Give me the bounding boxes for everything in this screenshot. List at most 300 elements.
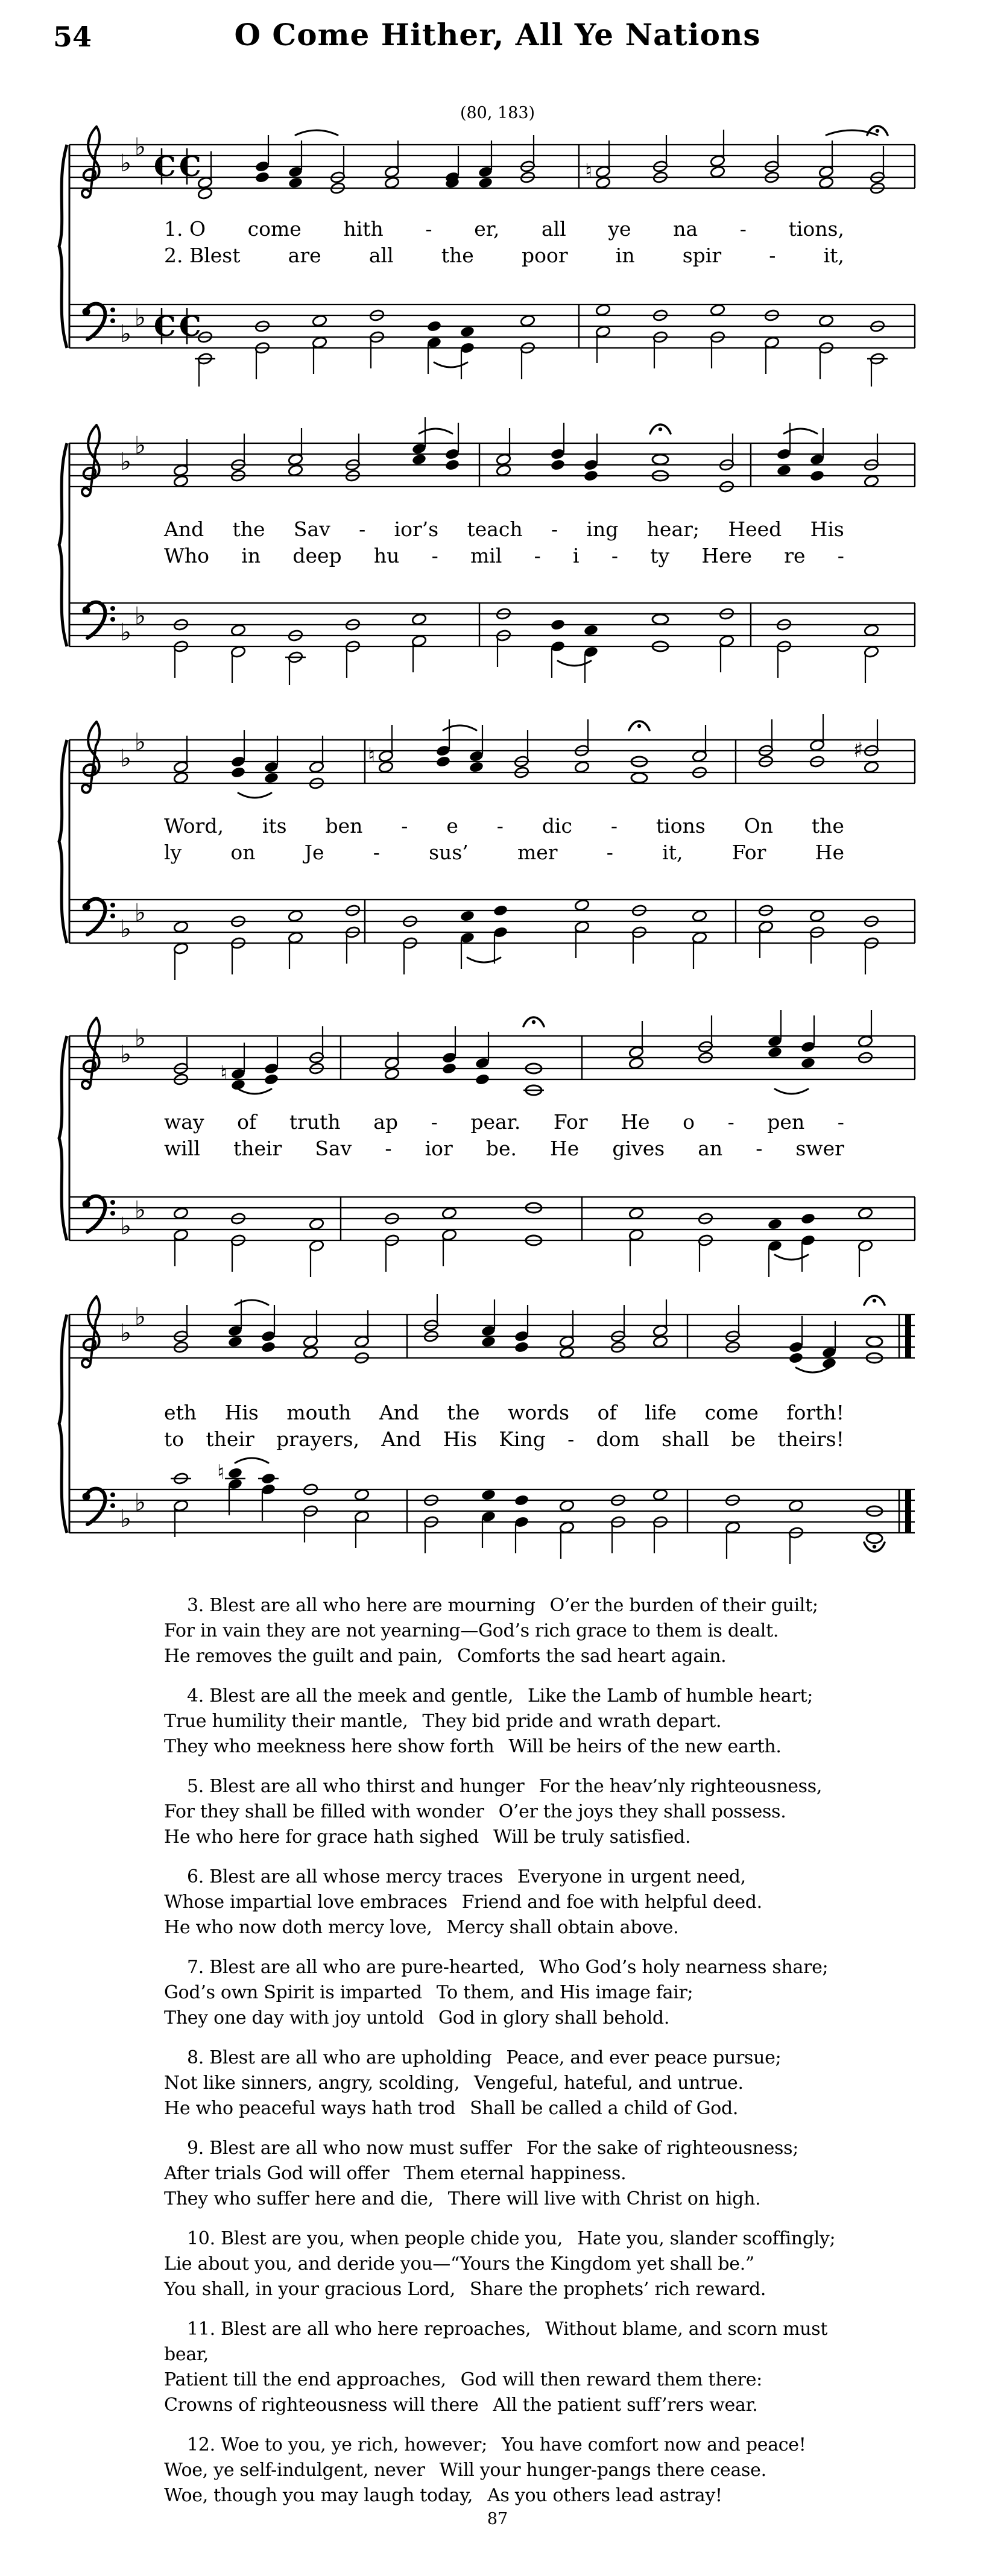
notehead: [261, 1472, 276, 1485]
lyric-syllable: of: [597, 1401, 617, 1424]
notehead: [583, 623, 599, 636]
slur: [443, 725, 476, 730]
lyric-syllable: -: [756, 1137, 763, 1160]
lyric-syllable: ior: [425, 1137, 453, 1160]
verse-line: He who here for grace hath sighed Will be truly satisfied.: [164, 1826, 691, 1848]
final-barline: [905, 1315, 911, 1358]
notehead: [767, 1046, 783, 1058]
bass-clef-icon: [86, 304, 105, 339]
lyric-syllable: all: [368, 244, 394, 267]
verse-line: 3. Blest are all who here are mourning O’er the burden of their guilt;: [187, 1595, 818, 1616]
verse-line: God’s own Spirit is imparted To them, and His image fair;: [164, 1982, 693, 2003]
lyric-syllable: His: [810, 517, 844, 541]
lyric-syllable: re: [784, 544, 806, 567]
notehead: [173, 771, 189, 784]
notehead: [227, 1466, 243, 1479]
verse-line: For in vain they are not yearning—God’s rich grace to them is dealt.: [164, 1620, 779, 1641]
notehead: [261, 1340, 276, 1353]
lyric-syllable: Heed: [728, 517, 782, 541]
lyric-syllable: tions: [655, 814, 706, 838]
treble-clef-icon: [84, 127, 100, 180]
lyric-syllable: 2. Blest: [164, 244, 241, 267]
lyric-row-line2: [164, 1427, 844, 1451]
lyric-syllable: -: [385, 1137, 392, 1160]
slur: [235, 1300, 268, 1305]
lyric-row-line1: [164, 1110, 844, 1134]
flat-sign-icon: ♭: [120, 1213, 131, 1240]
system-brace-icon: [59, 740, 67, 943]
notehead: [264, 771, 279, 784]
verse-line: Lie about you, and deride you—“Yours the Kingdom yet shall be.”: [164, 2253, 754, 2275]
verse-line: He removes the guilt and pain, Comforts the sad heart again.: [164, 1646, 727, 1667]
notehead: [809, 469, 825, 482]
bass-clef-icon: [110, 1492, 115, 1497]
flat-sign-icon: ♭: [134, 899, 146, 927]
bass-clef-icon: [110, 914, 115, 918]
fermata-icon: [532, 1020, 535, 1024]
music-system: [57, 98, 921, 387]
notehead: [574, 898, 590, 911]
verse: [164, 1864, 876, 1940]
fermata-icon: [876, 129, 879, 133]
music-system: [57, 989, 921, 1279]
notehead: [628, 1207, 644, 1219]
verse-line: Not like sinners, angry, scolding, Vengeful, hateful, and untrue.: [164, 2072, 744, 2094]
lyric-syllable: -: [727, 1110, 734, 1134]
verse-line: They one day with joy untold God in glory shall behold.: [164, 2007, 670, 2028]
lyric-syllable: -: [425, 217, 432, 241]
sharp-sign-icon: ♯: [853, 738, 864, 762]
natural-sign-icon: ♮: [217, 1460, 225, 1485]
notehead: [264, 1073, 279, 1085]
notehead: [354, 1488, 370, 1501]
time-signature: C: [179, 310, 201, 343]
notehead: [864, 475, 879, 487]
flat-sign-icon: ♭: [134, 304, 146, 332]
lyric-syllable: forth!: [786, 1401, 844, 1424]
final-barline: [905, 1489, 911, 1533]
lyric-syllable: ior’s: [394, 517, 439, 541]
verse-line: 4. Blest are all the meek and gentle, Like the Lamb of humble heart;: [187, 1685, 813, 1706]
lyric-syllable: dom: [596, 1427, 640, 1451]
flat-sign-icon: ♭: [120, 1505, 131, 1533]
lyric-syllable: For: [731, 841, 766, 864]
notehead: [574, 760, 590, 773]
lyric-syllable: -: [431, 1110, 438, 1134]
treble-clef-icon: [84, 722, 100, 775]
verse-line: Patient till the end approaches, God will then reward them there:: [164, 2369, 762, 2390]
notehead: [550, 458, 566, 471]
notehead: [864, 623, 879, 636]
slur: [238, 1089, 271, 1094]
lyric-syllable: 1. O: [164, 217, 206, 241]
notehead: [550, 618, 566, 631]
notehead: [481, 1488, 496, 1501]
verse-line: 12. Woe to you, ye rich, however; You have comfort now and peace!: [187, 2434, 806, 2455]
time-signature: C: [154, 310, 176, 343]
lyric-syllable: truth: [289, 1110, 341, 1134]
verse: [164, 2226, 876, 2302]
notehead: [520, 314, 535, 327]
slur: [775, 1089, 808, 1094]
time-signature: C: [179, 150, 201, 183]
bass-clef-icon: [110, 1503, 115, 1508]
verse-line: True humility their mantle, They bid pride and wrath depart.: [164, 1711, 722, 1732]
lyric-row-line1: [164, 1401, 844, 1424]
lyric-syllable: i: [573, 544, 580, 567]
notehead: [858, 1207, 873, 1219]
verse: [164, 1955, 876, 2031]
notehead: [460, 909, 475, 922]
lyric-syllable: all: [541, 217, 566, 241]
system-brace-icon: [59, 1036, 67, 1240]
verse-line: They who suffer here and die, There will live with Christ on high.: [164, 2188, 761, 2209]
verse-line: After trials God will offer Them eternal happiness.: [164, 2163, 627, 2184]
lyric-syllable: mil: [470, 544, 502, 567]
lyric-syllable: e: [446, 814, 458, 838]
lyric-syllable: the: [447, 1401, 480, 1424]
lyric-syllable: -: [551, 517, 558, 541]
verse-line: Whose impartial love embraces Friend and foe with helpful deed.: [164, 1892, 762, 1913]
lyric-syllable: theirs!: [777, 1427, 844, 1451]
lyric-syllable: their: [233, 1137, 282, 1160]
lyric-syllable: -: [606, 841, 613, 864]
lyric-syllable: an: [698, 1137, 723, 1160]
notehead: [767, 1217, 783, 1230]
verse-line: 9. Blest are all who now must suffer For the sake of righteousness;: [187, 2138, 799, 2159]
slur: [434, 362, 467, 367]
lyric-row-line1: [164, 217, 844, 241]
treble-clef-icon: [84, 1018, 100, 1072]
notehead: [595, 303, 611, 316]
lyric-syllable: in: [615, 244, 635, 267]
lyric-syllable: o: [683, 1110, 695, 1134]
notehead: [628, 1056, 644, 1069]
bass-clef-icon: [110, 308, 115, 312]
lyric-syllable: On: [744, 814, 773, 838]
lyric-syllable: its: [262, 814, 287, 838]
lyric-syllable: -: [769, 244, 776, 267]
fermata-icon: [659, 428, 662, 431]
lyric-syllable: mouth: [286, 1401, 352, 1424]
verses-block: [164, 1593, 876, 2523]
bass-clef-icon: [110, 903, 115, 908]
verse-line: 8. Blest are all who are upholding Peace, and ever peace pursue;: [187, 2047, 782, 2068]
notehead: [583, 469, 599, 482]
lyric-syllable: ap: [373, 1110, 399, 1134]
slur: [295, 130, 338, 135]
lyric-syllable: Sav: [315, 1137, 352, 1160]
lyric-row-line2: [164, 244, 844, 267]
lyric-syllable: For: [553, 1110, 588, 1134]
treble-clef-icon: [84, 425, 100, 479]
bass-clef-icon: [86, 1489, 105, 1524]
footer-page-number: 87: [487, 2510, 508, 2528]
lyric-row-line2: [164, 1137, 844, 1160]
notehead: [478, 176, 493, 189]
flat-sign-icon: ♭: [120, 1041, 131, 1069]
lyric-syllable: to: [164, 1427, 185, 1451]
notehead: [493, 904, 508, 917]
notehead: [288, 464, 303, 476]
bass-clef-icon: [110, 318, 115, 323]
lyric-syllable: on: [230, 841, 256, 864]
lyric-row-line2: [164, 841, 844, 864]
notehead: [514, 1340, 529, 1353]
system-brace-icon: [59, 1315, 67, 1533]
lyric-syllable: it,: [823, 244, 844, 267]
notehead: [230, 766, 246, 778]
notehead: [481, 1335, 496, 1348]
verse-line: 10. Blest are you, when people chide you, Hate you, slander scoffingly;: [187, 2228, 836, 2249]
lyric-syllable: -: [431, 544, 438, 567]
verse-line: Woe, though you may laugh today, As you others lead astray!: [164, 2485, 722, 2506]
lyric-syllable: will: [164, 1137, 200, 1160]
lyric-syllable: the: [811, 814, 844, 838]
notehead: [514, 1494, 529, 1506]
notehead: [818, 314, 834, 327]
flat-sign-icon: ♭: [120, 915, 131, 943]
lyric-syllable: of: [237, 1110, 257, 1134]
verse: [164, 1593, 876, 1669]
lyric-syllable: the: [441, 244, 474, 267]
flat-sign-icon: ♭: [134, 602, 146, 630]
notehead: [173, 1207, 189, 1219]
lyric-syllable: ing: [586, 517, 619, 541]
lyric-syllable: -: [359, 517, 366, 541]
lyric-syllable: He: [550, 1137, 580, 1160]
notehead: [692, 909, 707, 922]
notehead: [173, 475, 189, 487]
notehead: [652, 614, 668, 624]
lyric-syllable: swer: [795, 1137, 844, 1160]
lyric-syllable: -: [837, 544, 844, 567]
notehead: [460, 325, 475, 338]
lyric-syllable: in: [241, 544, 261, 567]
lyric-syllable: ty: [650, 544, 670, 567]
notehead: [788, 1351, 804, 1364]
notehead: [652, 1488, 668, 1501]
notehead: [809, 909, 825, 922]
notehead: [411, 613, 427, 625]
verse-line: You shall, in your gracious Lord, Share the prophets’ rich reward.: [164, 2279, 766, 2300]
notehead: [710, 165, 725, 178]
lyric-syllable: -: [534, 544, 541, 567]
lyric-syllable: ly: [164, 841, 182, 864]
page-title: O Come Hither, All Ye Nations: [234, 17, 761, 52]
verse-line: Crowns of righteousness will there All the patient suff’rers wear.: [164, 2394, 758, 2416]
lyric-syllable: life: [645, 1401, 677, 1424]
lyric-syllable: deep: [292, 544, 342, 567]
lyric-syllable: tions,: [788, 217, 844, 241]
natural-sign-icon: ♮: [368, 743, 376, 768]
lyric-syllable: are: [288, 244, 321, 267]
verse: [164, 1684, 876, 1760]
notehead: [475, 1073, 490, 1085]
notehead: [288, 176, 303, 189]
notehead: [652, 455, 668, 464]
lyric-syllable: eth: [164, 1401, 197, 1424]
natural-sign-icon: ♮: [220, 1061, 228, 1085]
slur: [235, 1458, 268, 1463]
flat-sign-icon: ♭: [120, 745, 131, 772]
notehead: [776, 464, 792, 476]
flat-sign-icon: ♭: [134, 1489, 146, 1517]
lyric-syllable: He: [815, 841, 844, 864]
lyric-syllable: hu: [373, 544, 400, 567]
notehead: [800, 1212, 816, 1225]
lyric-syllable: the: [232, 517, 265, 541]
verse: [164, 1774, 876, 1850]
notehead: [864, 760, 879, 773]
lyric-syllable: -: [611, 544, 618, 567]
lyric-row-line1: [164, 517, 844, 541]
fermata-icon: [637, 724, 641, 728]
verse-line: 7. Blest are all who are pure-hearted, Who God’s holy nearness share;: [187, 1957, 829, 1978]
lyric-syllable: hear;: [646, 517, 700, 541]
lyric-syllable: be.: [485, 1137, 517, 1160]
lyric-syllable: sus’: [429, 841, 469, 864]
lyric-syllable: spir: [682, 244, 722, 267]
notehead: [435, 755, 451, 768]
lyric-syllable: teach: [467, 517, 523, 541]
notehead: [384, 176, 400, 189]
lyric-syllable: their: [206, 1427, 254, 1451]
flat-sign-icon: ♭: [134, 728, 146, 756]
notehead: [411, 453, 427, 466]
flat-sign-icon: ♭: [120, 320, 131, 348]
flat-sign-icon: ♭: [134, 133, 146, 161]
slur: [796, 1368, 829, 1372]
verse-line: They who meekness here show forth Will be heirs of the new earth.: [164, 1736, 782, 1757]
verse-line: He who peaceful ways hath trod Shall be called a child of God.: [164, 2098, 739, 2119]
lyric-syllable: His: [443, 1427, 478, 1451]
lyric-syllable: mer: [517, 841, 558, 864]
lyric-syllable: Je: [304, 841, 324, 864]
lyric-syllable: come: [247, 217, 302, 241]
flat-sign-icon: ♭: [134, 1024, 146, 1052]
lyric-row-line2: [164, 544, 844, 567]
notehead: [441, 1207, 457, 1219]
fermata-icon: [873, 1545, 876, 1548]
notehead: [710, 303, 725, 316]
notehead: [631, 773, 647, 783]
notehead: [197, 187, 213, 200]
verse-line: Woe, ye self-indulgent, never Will your hunger-pangs there cease.: [164, 2460, 766, 2481]
lyric-syllable: it,: [662, 841, 683, 864]
flat-sign-icon: ♭: [120, 619, 131, 646]
notehead: [788, 1499, 804, 1512]
notehead: [312, 314, 327, 327]
lyric-syllable: be: [731, 1427, 756, 1451]
lyric-syllable: ye: [608, 217, 631, 241]
lyric-syllable: pen: [767, 1110, 805, 1134]
lyric-syllable: dic: [542, 814, 572, 838]
lyric-syllable: words: [508, 1401, 570, 1424]
lyric-syllable: way: [164, 1110, 204, 1134]
bass-clef-icon: [110, 1200, 115, 1205]
notehead: [378, 760, 394, 773]
notehead: [288, 909, 303, 922]
lyric-syllable: come: [704, 1401, 759, 1424]
bass-clef-icon: [86, 899, 105, 935]
lyric-row-line1: [164, 814, 844, 838]
lyric-syllable: poor: [521, 244, 568, 267]
slur: [775, 1255, 808, 1260]
verse-line: 6. Blest are all whose mercy traces Everyone in urgent need,: [187, 1866, 746, 1887]
notehead: [303, 1346, 318, 1359]
lyric-syllable: -: [837, 1110, 844, 1134]
fermata-icon: [873, 1299, 876, 1302]
notehead: [426, 320, 442, 332]
slur: [558, 661, 591, 666]
lyric-syllable: And: [379, 1401, 420, 1424]
flat-sign-icon: ♭: [134, 432, 146, 459]
verse: [164, 2317, 876, 2418]
lyric-syllable: Sav: [293, 517, 330, 541]
lyric-syllable: -: [401, 814, 408, 838]
flat-sign-icon: ♭: [120, 448, 131, 476]
notehead: [559, 1499, 575, 1512]
flat-sign-icon: ♭: [134, 1303, 146, 1331]
lyric-syllable: -: [567, 1427, 575, 1451]
lyric-syllable: -: [373, 841, 380, 864]
verse: [164, 2045, 876, 2121]
verse: [164, 2432, 876, 2508]
lyric-syllable: prayers,: [276, 1427, 359, 1451]
slur: [238, 793, 271, 798]
lyric-syllable: His: [224, 1401, 259, 1424]
system-brace-icon: [59, 145, 67, 348]
notehead: [559, 1346, 575, 1359]
lyric-syllable: pear.: [470, 1110, 521, 1134]
verse-line: For they shall be filled with wonder O’er the joys they shall possess.: [164, 1801, 786, 1822]
lyric-syllable: He: [621, 1110, 650, 1134]
flat-sign-icon: ♭: [120, 1319, 131, 1347]
flat-sign-icon: ♭: [120, 150, 131, 177]
lyric-syllable: -: [496, 814, 504, 838]
bass-clef-icon: [86, 602, 105, 638]
notehead: [227, 1335, 243, 1348]
verse-line: He who now doth mercy love, Mercy shall obtain above.: [164, 1917, 679, 1938]
notehead: [384, 1067, 400, 1080]
slur: [419, 429, 452, 434]
tune-reference: (80, 183): [460, 104, 535, 122]
notehead: [441, 1062, 457, 1075]
notehead: [867, 1337, 882, 1346]
lyric-syllable: And: [164, 517, 204, 541]
hymn-number: 54: [53, 21, 92, 53]
lyric-syllable: Word,: [164, 814, 224, 838]
slur: [784, 429, 817, 434]
treble-clef-icon: [84, 1296, 100, 1350]
notehead: [595, 176, 611, 189]
lyric-syllable: King: [499, 1427, 546, 1451]
lyric-syllable: Who: [164, 544, 210, 567]
notehead: [309, 1217, 324, 1230]
verse-line: 5. Blest are all who thirst and hunger For the heav’nly righteousness,: [187, 1776, 823, 1797]
slur: [467, 958, 501, 962]
bass-clef-icon: [110, 1211, 115, 1216]
lyric-syllable: na: [673, 217, 698, 241]
verse-line: 11. Blest are all who here reproaches, Without blame, and scorn must bear,: [164, 2319, 828, 2365]
notehead: [496, 464, 511, 476]
time-signature: C: [154, 150, 176, 183]
lyric-syllable: shall: [662, 1427, 710, 1451]
lyric-syllable: Here: [701, 544, 752, 567]
flat-sign-icon: ♭: [134, 1196, 146, 1224]
bass-clef-icon: [110, 617, 115, 622]
